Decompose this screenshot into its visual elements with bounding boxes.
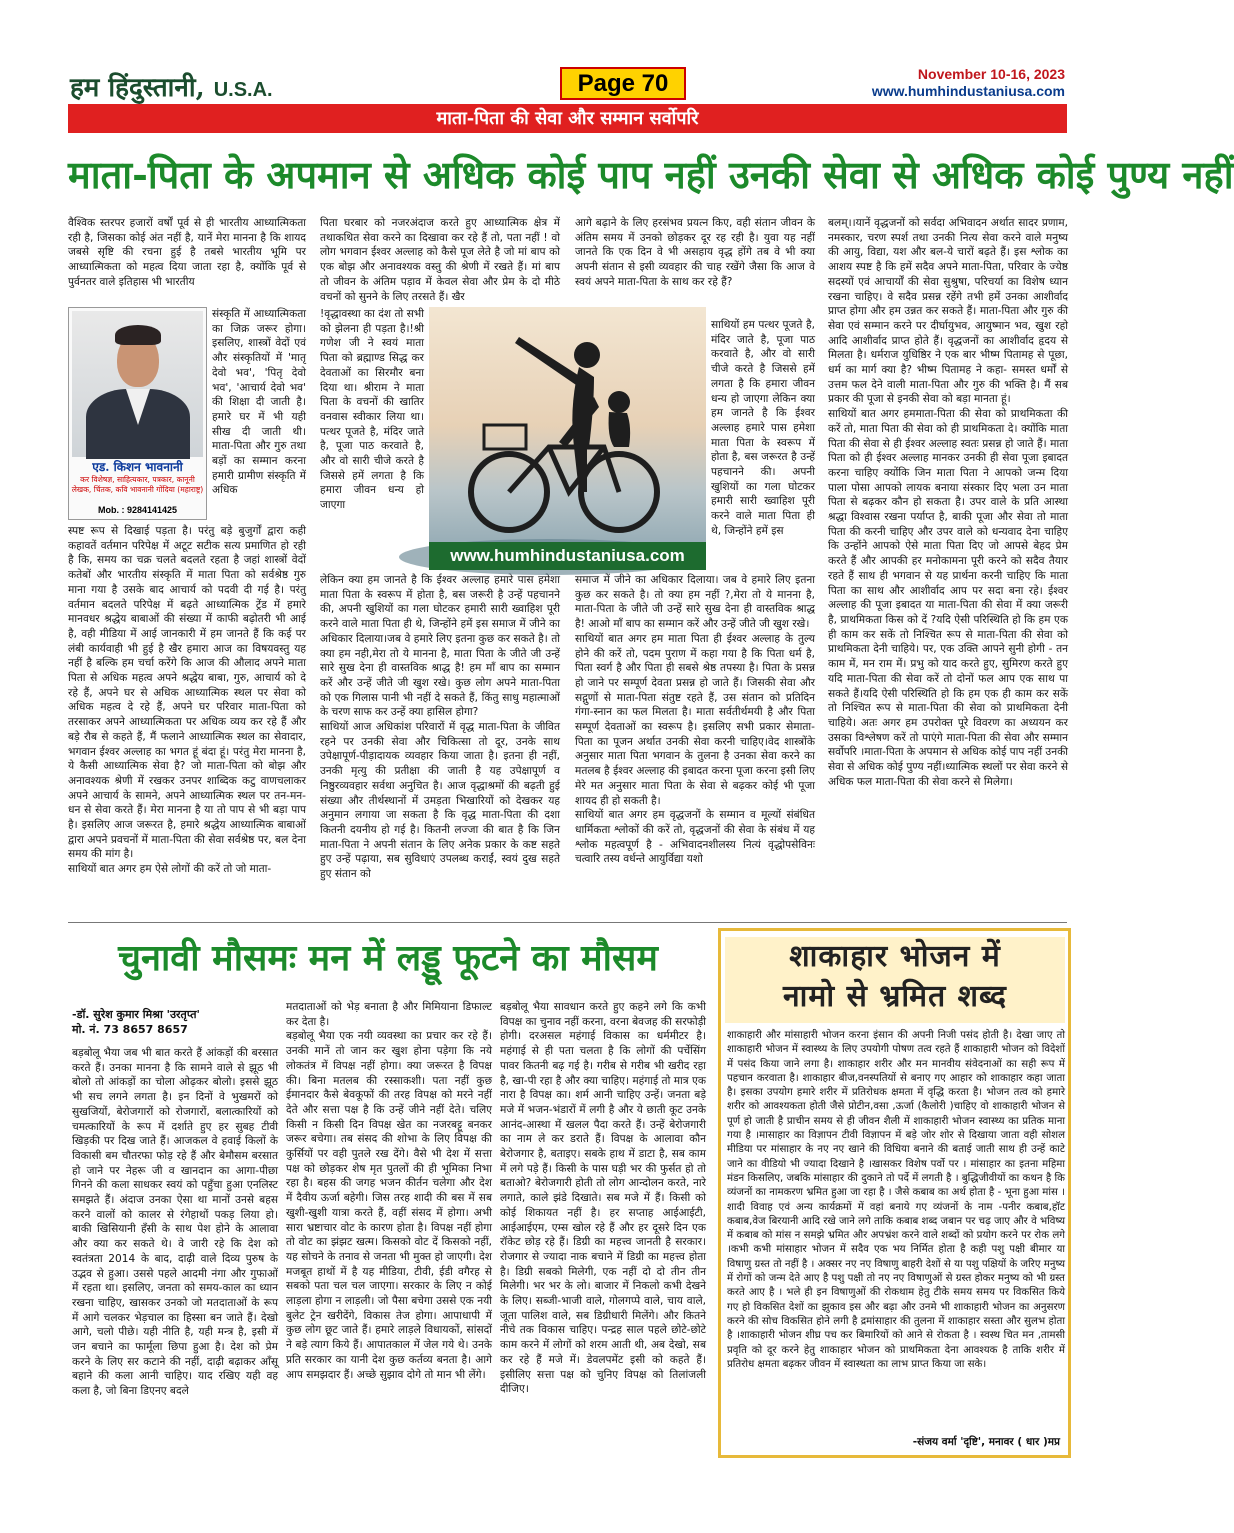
author-description: कर विशेषज्ञ, साहित्यकार, पत्रकार, कानूनी लेखक, चिंतक, कवि भावनानी गोंदिया (महाराष्ट्र) [71,475,204,494]
main-headline: माता-पिता के अपमान से अधिक कोई पाप नहीं उनकी सेवा से अधिक कोई पुण्य नहीं [68,152,1234,197]
paper-suffix: U.S.A. [213,79,273,101]
main-article-col2-side: !वृद्धावस्था का दंश तो सभी को झेलना ही पड़ता है।!श्री गणेश जी ने स्वयं माता पिता को ब्रह्माण्ड सिद्ध कर देवताओं का सिरमौर बना दिया था। श्रीराम ने माता पिता के वचनों की खातिर वनवास स्वीकार लिया था। पत्थर पूजते है, मंदिर जाते है, पूजा पाठ करवाते है, और वो सारी चीजे करते है जिससे हमें लगता है कि हमारा जीवन धन्य हो जाएगा [320,308,424,512]
issue-date: November 10-16, 2023 [917,66,1065,82]
vegetarian-article-signature: -संजय वर्मा 'दृष्टि', मनावर ( धार )मप्र [912,1436,1060,1448]
vegetarian-title-line2: नामो से भ्रमित शब्द [783,979,1007,1014]
photo-watermark-url: www.humhindustaniusa.com [429,542,706,570]
main-article-col3-top: आगे बढ़ाने के लिए हरसंभव प्रयत्न किए, वही संतान जीवन के अंतिम समय में उनको छोड़कर दूर रह रही है। युवा यह नहीं जानते कि एक दिन वे भी असहाय वृद्ध होंगे तब वे भी क्या अपनी संतान से इसी व्यवहार की चाह रखेंगे जैसा कि आज वे स्वयं अपने माता-पिता के साथ कर रहे हैं? [575,217,815,288]
author-card [68,307,207,520]
main-article-col2-bottom: लेकिन क्या हम जानते है कि ईश्वर अल्लाह हमारे पास हमेशा माता पिता के स्वरूप में होता है, बस जरूरी है उन्हें पहचानने की, अपनी खुशियों का गला घोटकर हमारी सारी ख्वाहिश पूरी करने वाले माता पिता ही थे, जिन्होंने हमें इस समाज में जीने का अधिकार दिलाया।जब वे हमारे लिए इतना कुछ कर सकते है। तो क्या हम नही,मेरा तो ये मानना है, माता पिता के जीते जी उन्हें सारे सुख देना ही वास्तविक श्राद्ध है! हम माँ बाप का सम्मान करें और उन्हें जीते जी खुश रखे। कुछ लोग अपने माता-पिता को एक गिलास पानी भी नहीं दे सकते हैं, किंतु साधु महात्माओं के चरण साफ कर उन्हें क्या हासिल होगा? साथियों आज अधिकांश परिवारों में वृद्ध माता-पिता के जीवित रहने पर उनकी सेवा और चिकित्सा तो दूर, उनके साथ उपेक्षापूर्ण-पीड़ादायक व्यवहार किया जाता है। इतना ही नहीं, उनकी मृत्यु की प्रतीक्षा की जाती है यह उपेक्षापूर्ण व निष्ठुरव्यवहार सर्वथा अनुचित है। आज वृद्धाश्रमों की बढ़ती हुई संख्या और तीर्थस्थानों में उमड़ता भिखारियों को देखकर यह अनुमान लगाया जा सकता है कि वृद्ध माता-पिता की दशा कितनी दयनीय हो गई है। कितनी लज्जा की बात है कि जिन माता-पिता ने अपनी संतान के लिए अनेक प्रकार के कष्ट सहते हुए उन्हें पढ़ाया, सब सुविधाएं उपलब्ध कराईं, स्वयं दुख सहते हुए संतान को [320,574,560,881]
election-article-col3: बड़बोलू भैया सावधान करते हुए कहने लगे कि कभी विपक्ष का चुनाव नहीं करना, वरना बेवजह की सरफोड़ी होगी। दरअसल महंगाई विकास का धर्ममीटर है। महंगाई से ही पता चलता है कि लोगों की पर्चेसिंग पावर कितनी बढ़ गई है। गरीब से गरीब भी खरीद रहा है, खा-पी रहा है और क्या चाहिए। महंगाई तो मात्र एक नारा है विपक्ष का। शर्म आनी चाहिए उन्हें। जनता बड़े मजे में भजन-भंडारों में लगी है और ये छाती कूट उनके आनंद-आस्था में खलल पैदा करते हैं। उन्हें बेरोजगारी का नाम ले कर डराते हैं। विपक्ष के आलावा कौन बेरोजगार है, बताइए। सबके हाथ में डाटा है, सब काम में लगे पड़े हैं। किसी के पास घड़ी भर की फुर्सत हो तो बताओ? बेरोजगारी होती तो लोग आन्दोलन करते, नारे लगाते, काले झंडे दिखाते। सब मजे में हैं। किसी को कोई शिकायत नहीं है। हर सप्ताह आईआईटी, आईआईएम, एम्स खोल रहे हैं और हर दूसरे दिन एक रॉकेट छोड़ रहे हैं। डिग्री का महत्त्व जानती है सरकार। रोजगार से ज्यादा नाक बचाने में डिग्री का महत्त्व होता है। डिग्री सबको मिलेगी, एक नहीं दो दो तीन तीन मिलेगी। भर भर के लो। बाजार में निकलो कभी देखने के लिए। सब्जी-भाजी वाले, गोलगप्पे वाले, चाय वाले, जूता पालिश वाले, सब डिग्रीधारी मिलेंगे। और कितने नीचे तक विकास चाहिए। पन्द्रह साल पहले छोटे-छोटे काम करने में लोगों को शरम आती थी, अब देखो, सब कर रहे हैं मजे में। डेवलपमेंट इसी को कहते हैं। इसीलिए सत्ता पक्ष को चुनिए विपक्ष को तिलांजली दीजिए। [500,1001,706,1396]
father-child-bicycle-photo [429,307,706,570]
vegetarian-article-title [725,937,1065,1023]
main-article-col3-bottom: समाज में जीने का अधिकार दिलाया। जब वे हमारे लिए इतना कुछ कर सकते है। तो क्या हम नहीं ?,मेरा तो ये मानना है, माता-पिता के जीते जी उन्हें सारे सुख देना ही वास्तविक श्राद्ध है! आओ माँ बाप का सम्मान करें और उन्हें जीते जी खुश रखे। साथियों बात अगर हम माता पिता ही ईश्वर अल्लाह के तुल्य होने की करें तो, पदम पुराण में कहा गया है कि पिता धर्म है, पिता स्वर्ग है और पिता ही सबसे श्रेष्ठ तपस्या है। पिता के प्रसन्न हो जाने पर सम्पूर्ण देवता प्रसन्न हो जाते हैं। जिसकी सेवा और सद्गुणों से माता-पिता संतुष्ट रहते हैं, उस संतान को प्रतिदिन गंगा-स्नान का फल मिलता है। माता सर्वतीर्थमयी है और पिता सम्पूर्ण देवताओं का स्वरूप है। इसलिए सभी प्रकार सेमाता-पिता का पूजन अर्थात उनकी सेवा करनी चाहिए।वेद शास्त्रोंके अनुसार माता पिता भगवान के तुलना है उनका सेवा करने का मतलब है ईश्वर अल्लाह की इबादत करना पूजा करना इसी लिए मेरे मत अनुसार माता पिता के सेवा से बढ़कर कोई भी पूजा शायद ही हो सकती है। साथियों बात अगर हम वृद्धजनों के सम्मान व मूल्यों संबंधित धार्मिकता श्लोकों की करें तो, वृद्धजनों की सेवा के संबंध में यह श्लोक महत्वपूर्ण है - अभिवादनशीलस्य नित्यं वृद्धोपसेविनः चत्वारि तस्य वर्धन्ते आयुर्विद्या यशो [575,574,815,866]
main-article-col2-top: पिता घरबार को नजरअंदाज करते हुए आध्यात्मिक क्षेत्र में तथाकथित सेवा करने का दिखावा कर रहे हैं तो, पता नहीं ! वो लोग भगवान ईश्वर अल्लाह को कैसे पूज लेते है जो मां बाप को एक बोझ और अनावश्यक वस्तु की श्रेणी में रखते हैं। मां बाप तो जीवन के अंतिम पड़ाव में केवल सेवा और प्रेम के दो मीठे वचनों को सुनने के लिए तरसते हैं। खैर [320,217,560,303]
silhouette-illustration [429,307,706,570]
main-article-col1-top: वैश्विक स्तरपर हजारों वर्षों पूर्व से ही भारतीय आध्यात्मिकता रही है, जिसका कोई अंत नहीं है, यानें मेरा मानना है कि शायद जबसे सृष्टि की रचना हुई है तबसे भारतीय भूमि पर आध्यात्मिकता को महत्व दिया जाता रहा है, क्योंकि पूर्व से पुर्वनतर वाले इतिहास भी भारतीय [68,217,306,288]
main-article-col3-side: साथियों हम पत्थर पूजते है, मंदिर जाते है, पूजा पाठ करवाते है, और वो सारी चीजे करते है जिससे हमें लगता है कि हमारा जीवन धन्य हो जाएगा लेकिन क्या हम जानते है कि ईश्वर अल्लाह हमारे पास हमेशा माता पिता के स्वरूप में होता है, बस जरूरत है उन्हें पहचानने की। अपनी खुशियों का गला घोटकर हमारी सारी ख्वाहिश पूरी करने वाले माता पिता ही थे, जिन्होंने हमें इस [711,319,815,537]
section-banner: माता-पिता की सेवा और सम्मान सर्वोपरि [68,104,1067,133]
vegetarian-title-line1: शाकाहार भोजन में [789,939,1001,974]
vegetarian-article-box [718,928,1071,1458]
author-mobile: Mob. : 9284141425 [97,505,178,515]
author-name: एड. किशन भावनानी [92,460,183,474]
election-article-title: चुनावी मौसमः मन में लड्डू फूटने का मौसम [118,937,658,979]
election-article-author: -डॉ. सुरेश कुमार मिश्रा 'उरतृप्त' [72,1008,200,1021]
election-article-mobile: मो. नं. 73 8657 8657 [72,1023,188,1036]
paper-name: हम हिंदुस्तानी, [70,73,205,103]
masthead-paper-name [70,68,273,104]
election-article-col1: बड़बोलू भैया जब भी बात करते हैं आंकड़ों की बरसात करते हैं। उनका मानना है कि सामने वाले से झूठ भी बोलो तो आंकड़ों का चोला ओढ़कर बोलो। इससे झूठ भी सच लगने लगता है। इन दिनों वे भुखमरों को सुखजियों, बेरोजगारों को रोजगारों, बलात्कारियों को चमत्कारियों के रूप में दर्शाते हुए हर सुबह टीवी खिड़की पर दिख जाते हैं। आजकल वे हवाई किलों के विकासी बम चौतरफा फोड़ रहे हैं और बेमौसम बरसात हो जाने पर नेहरू जी व खानदान का आगा-पीछा गिनने की कला साधकर स्वयं को पहुँचा हुआ एनलिस्ट समझते हैं। अंदाज उनका ऐसा था मानों उनसे बहस करने वालों को कालर से रंगेहाथों पकड़ लिया हो। बाकी खिसियानी हँसी के साथ पेश होने के आलावा और क्या कर सकते थे। वे जारी रहे कि देश को स्वतंत्रता 2014 के बाद, दाढ़ी वाले दिव्य पुरुष के उद्भव से हुआ। उससे पहले आदमी नंगा और गुफाओं में रहता था। इसलिए, जनता को समय-काल का ध्यान रखना चाहिए, खासकर उनको जो मतदाताओं के रूप में आगे चलकर भेड़चाल का हिस्सा बन जाते हैं। देखो आगे, चलो पीछे। यही नीति है, यही मन्त्र है, इसी में जन बचाने का फार्मूला छिपा हुआ है। देश को प्रेम करने के लिए सर कटाने की नहीं, दाढ़ी बढ़ाकर आँसू बहाने की कला आनी चाहिए। याद रखिए यही वह कला है, जो बिना डिएनए बदले [72,1047,278,1398]
author-photo [72,311,203,457]
main-article-col1-bottom: स्पष्ट रूप से दिखाई पड़ता है। परंतु बड़े बुजुर्गों द्वारा कही कहावतें वर्तमान परिपेक्ष में अटूट सटीक सत्य प्रमाणित हो रही है कि, समय का चक्र चलते बदलते रहता है जहां शास्त्रों वेदों कतेबों और भारतीय संस्कृति में माता पिता को सर्वश्रेष्ठ गुरु माना गया है उसके बाद आचार्य को पदवी दी गई है। परंतु वर्तमान बदलते परिपेक्ष में बढ़ते आध्यात्मिक ट्रेंड में हमारे मानवधर श्रद्धेय बाबाओं की संख्या में काफी बढ़ोतरी भी आई है, वही मीडिया में आई जानकारी में हम जानते हैं कि कई पर लंबी कार्यवाही भी हुई है खैर हमारा आज का विषयवस्तु यह नहीं है बल्कि हम चर्चा करेंगे कि आज की औलाद अपने माता पिता से अधिक महत्व अपने श्रद्धेय बाबा, गुरु, आचार्य को दे रहे हैं, अपने घर से अधिक आध्यात्मिक स्थल पर सेवा को अधिक महत्व दे रहे हैं, अपने घर परिवार माता-पिता को तरसाकर अपने आध्यात्मिकता पर अधिक व्यय कर रहे हैं और बड़े रौब से कहते हैं, मैं फलाने आध्यात्मिक स्थल का सेवादार, भगवान ईश्वर अल्लाह का भगत हूं बंदा हूं। परंतु मेरा मानना है, ये कैसी आध्यात्मिक सेवा है? जो माता-पिता को बोझ और अनावश्यक श्रेणी में रखकर उनपर शाब्दिक कटु वाणचलाकर अपने आचार्य के सामने, अपने आध्यात्मिक स्थल पर तन-मन-धन से सेवा करते हैं। मेरा मानना है या तो पाप से भी बड़ा पाप है। इसलिए आज जरूरत है, हमारे श्रद्धेय आध्यात्मिक बाबाओं द्वारा अपने प्रवचनों में माता-पिता की सेवा सर्वश्रेष्ठ पर, बल देना समय की मांग है। साथियों बात अगर हम ऐसे लोगों की करें तो जो माता- [68,525,306,876]
election-article-col2: मतदाताओं को भेड़ बनाता है और मिमियाना डिफाल्ट कर देता है। बड़बोलू भैया एक नयी व्यवस्था का प्रचार कर रहे हैं। उनकी मानें तो जान कर खुश होना पड़ेगा कि नये लोकतंत्र में विपक्ष नहीं होगा। क्या जरूरत है विपक्ष की। बिना मतलब की रस्साकशी। पता नहीं कुछ ईमानदार कैसे बेवकूफों की तरह विपक्ष को मरने नहीं देते और सत्ता पक्ष है कि उन्हें जीने नहीं देते। चलिए किसी न किसी दिन विपक्ष खेत का नजरबट्टू बनकर जरूर बचेगा। तब संसद की शोभा के लिए विपक्ष की कुर्सियों पर वही पुतले रख देंगे। वैसे भी देश में सत्ता पक्ष को छोड़कर शेष मृत पुतलों की ही भूमिका निभा रहा है। बहस की जगह भजन कीर्तन चलेगा और देश में दैवीय ऊर्जा बहेगी। जिस तरह शादी की बस में सब खुशी-खुशी यात्रा करते हैं, वहीं संसद में होगा। अभी सारा भ्रष्टाचार वोट के कारण होता है। विपक्ष नहीं होगा तो वोट का झंझट खत्म। किसको वोट दें किसको नहीं, यह सोचने के तनाव से जनता भी मुक्त हो जाएगी। देश मजबूत हाथों में है यह मीडिया, टीवी, ईडी वगैरह से सबको पता चल चल जाएगा। सरकार के लिए न कोई लाड़ला होगा न लाड़ली। जो पैसा बचेगा उससे एक नयी बुलेट ट्रेन खरीदेंगे, विकास तेज होगा। आपाधापी में कुछ लोग छूट जाते हैं। हमारे लाड़ले विधायकों, सांसदों ने बड़े त्याग किये हैं। आपातकाल में जेल गये थे। उनके प्रति सरकार का यानी देश कुछ कर्तव्य बनता है। आगे आप समझदार हैं। अच्छे सुझाव दोगे तो मान भी लेंगे। [286,1001,492,1381]
main-article-col4: बलम्।।यानें वृद्धजनों को सर्वदा अभिवादन अर्थात सादर प्रणाम, नमस्कार, चरण स्पर्श तथा उनकी नित्य सेवा करने वाले मनुष्य की आयु, विद्या, यश और बल-ये चारों बढ़ते हैं। इस श्लोक का आशय स्पष्ट है कि हमें सदैव अपने माता-पिता, परिवार के ज्येष्ठ सदस्यों एवं आचार्यों की सेवा सुश्रुषा, परिचर्या का विशेष ध्यान रखना चाहिए। वे सदैव प्रसन्न रहेंगे तभी हमें उनका आशीर्वाद प्राप्त होगा और हम उन्नत कर सकते हैं। माता-पिता और गुरु की सेवा एवं सम्मान करने पर दीर्घायुभव, आयुष्मान भव, खुश रहो आदि आशीर्वाद प्राप्त होते हैं। वृद्धजनों का आशीर्वाद हृदय से मिलता है। धर्मराज युधिष्ठिर ने एक बार भीष्म पितामह से पूछा, धर्म का मार्ग क्या है? भीष्म पितामह ने कहा- समस्त धर्मों से उत्तम फल देने वाली माता-पिता और गुरु की भक्ति है। मैं सब प्रकार की पूजा से इनकी सेवा को बड़ा मानता हूं। साथियों बात अगर हममाता-पिता की सेवा को प्राथमिकता की करें तो, माता पिता की सेवा को ही प्राथमिकता दे। क्योंकि माता पिता की सेवा से ही ईश्वर अल्लाह स्वतः प्रसन्न हो जाते हैं। माता पिता को ही ईश्वर अल्लाह मानकर उनकी ही सेवा पूजा इबादत करना चाहिए क्योंकि जिन माता पिता ने आपको जन्म दिया पाला पोसा आपको लायक बनाया संस्कार दिए भला उन माता पिता से बढ़कर कौन हो सकता है। उपर वाले के प्रति आस्था श्रद्धा विश्वास रखना पर्याप्त है, बाकी पूजा और सेवा तो माता पिता की करनी चाहिए और उपर वाले को धन्यवाद देना चाहिए कि उन्होंने आपको ऐसे माता पिता दिए जो आपसे बेहद प्रेम करते हैं और आपकी हर मनोकामना पूरी करने को सदैव तैयार रहते हैं साथ ही भगवान से यह प्रार्थना करनी चाहिए कि माता पिता का साथ और आशीर्वाद आप पर सदा बना रहे। ईश्वर अल्लाह की पूजा इबादत या माता-पिता की सेवा में क्या जरूरी है, प्राथमिकता किस को दें ?यदि ऐसी परिस्थिति हो कि हम एक ही काम कर सकें तो निश्चित रूप से माता-पिता की सेवा को प्राथमिकता देनी चाहिये। पर, एक उक्ति आपने सुनी होगी - तन काम में, मन राम में। प्रभु को याद करते हुए, सुमिरण करते हुए यदि माता-पिता की सेवा करें तो दोनों फल आप एक साथ पा सकते हैं।यदि ऐसी परिस्थिति हो कि हम एक ही काम कर सकें तो निश्चित रूप से माता-पिता की सेवा को प्राथमिकता देनी चाहिये। अतः अगर हम उपरोक्त पूरे विवरण का अध्ययन कर उसका विश्लेषण करें तो पाएंगे माता-पिता की सेवा और सम्मान सर्वोपरि ।माता-पिता के अपमान से अधिक कोई पाप नहीं उनकी सेवा से अधिक कोई पुण्य नहीं।ध्यात्मिक स्थलों पर सेवा करने से अधिक फल माता-पिता की सेवा करने से मिलेगा। [828,217,1068,788]
page-number-label: Page 70 [560,67,686,100]
website-link[interactable]: www.humhindustaniusa.com [871,83,1065,99]
vegetarian-article-body: शाकाहारी और मांसाहारी भोजन करना इंसान की अपनी निजी पसंद होती है। देखा जाए तो शाकाहारी भोजन में स्वास्थ्य के लिए उपयोगी पोषण तत्व रहते हैं शाकाहारी भोजन को विदेशों में पसंद किया जाने लगा है। शाकाहार शरीर और मन मानवीय संवेदनाओं का सही रूप में पहचान करवाता है। शाकाहार बीज,वनस्पतियों से बनाए गए आहार को शाकाहार कहा जाता है। इसका उपयोग हमारे शरीर में प्रतिरोधक क्षमता में वृद्धि करता है। भोजन तत्व को हमारे शरीर को आवश्यकता होती जैसे प्रोटीन,वसा ,ऊर्जा (कैलोरी )चाहिए वो शाकाहारी भोजन से पूर्ण हो जाती है प्राचीन समय से ही जीवन शैली में शाकाहारी भोजन स्वास्थ्य का प्रतिक माना गया है ।मासाहार का विज्ञापन टीवी विज्ञापन में बड़े जोर शोर से दिखाया जाता वही सोशल मीडिया पर मांसाहार के नए नए खाने की विधिया बनाने की बताई जाती साथ ही उन्हें काटे जाने का वीडियो भी ज्यादा दिखाने है ।खासकर विशेष पर्वो पर । मांसाहार का इतना महिमा मंडन किसलिए, जबकि मांसाहार की दुकाने तो पर्दे में लगती है । बुद्धिजीवीयों का कथन है कि व्यंजनों का नामकरण भ्रमित हुआ जा रहा है । जैसे कबाब का अर्थ होता है - भूना हुआ मांस । शादी विवाह एवं अन्य कार्यक्रमों में वहां बनाये गए व्यंजनों के नाम -पनीर कबाब,हॉट कबाब,वेज बिरयानी आदि रखे जाने लगे ताकि कबाब शब्द जबान पर चढ़ जाए और वे भविष्य में कबाब को मांस न समझे भ्रमित और अपभ्रंश करने वाले शब्दों को प्रयोग करने पर रोक लगे ।कभी कभी मांसाहार भोजन में सदैव एक भय निर्मित होता है कही पशु पक्षी बीमार या विषाणु ग्रस्त तो नहीं है । अक्सर नए नए विषाणु बाहरी देशों से या पशु पक्षियों के जरिए मनुष्य में रोगों को जन्म देते आए है पशु पक्षी तो नए नए विषाणुओं से ग्रस्त होकर मनुष्य को भी ग्रस्त करते आए है । भले ही इन विषाणुओं की रोकथाम हेतु टीके समय समय पर विकसित किये गए हो विकसित देशों का झुकाव इस और बढ़ा और उनमे भी शाकाहारी भोजन का अनुसरण करने की सोच विकसित होने लगी है द्रमांसाहार की तुलना में शाकाहार सस्ता और सुलभ होता है ।शाकाहारी भोजन शीघ्र पच कर बिमारियों को आने से रोकता है । स्वस्थ चित मन ,तामसी प्रवृति को दूर करने हेतु शाकाहार भोजन को प्राथमिकता देना आवश्यक है ताकि शरीर में प्रतिरोध क्षमता बढ़कर जीवन में स्वास्थता का लाभ प्राप्त किया जा सके। [727,1030,1065,1370]
section-divider [68,922,1067,923]
main-article-col1-side: संस्कृति में आध्यात्मिकता का जिक्र जरूर होगा। इसलिए, शास्त्रों वेदों एवं और संस्कृतियों में 'मातृ देवो भव', 'पितृ देवो भव', 'आचार्य देवो भव' की शिक्षा दी जाती है। हमारे घर में भी यही सीख दी जाती थी। माता-पिता और गुरु तथा बड़ों का सम्मान करना हमारी ग्रामीण संस्कृति में अधिक [212,308,306,497]
